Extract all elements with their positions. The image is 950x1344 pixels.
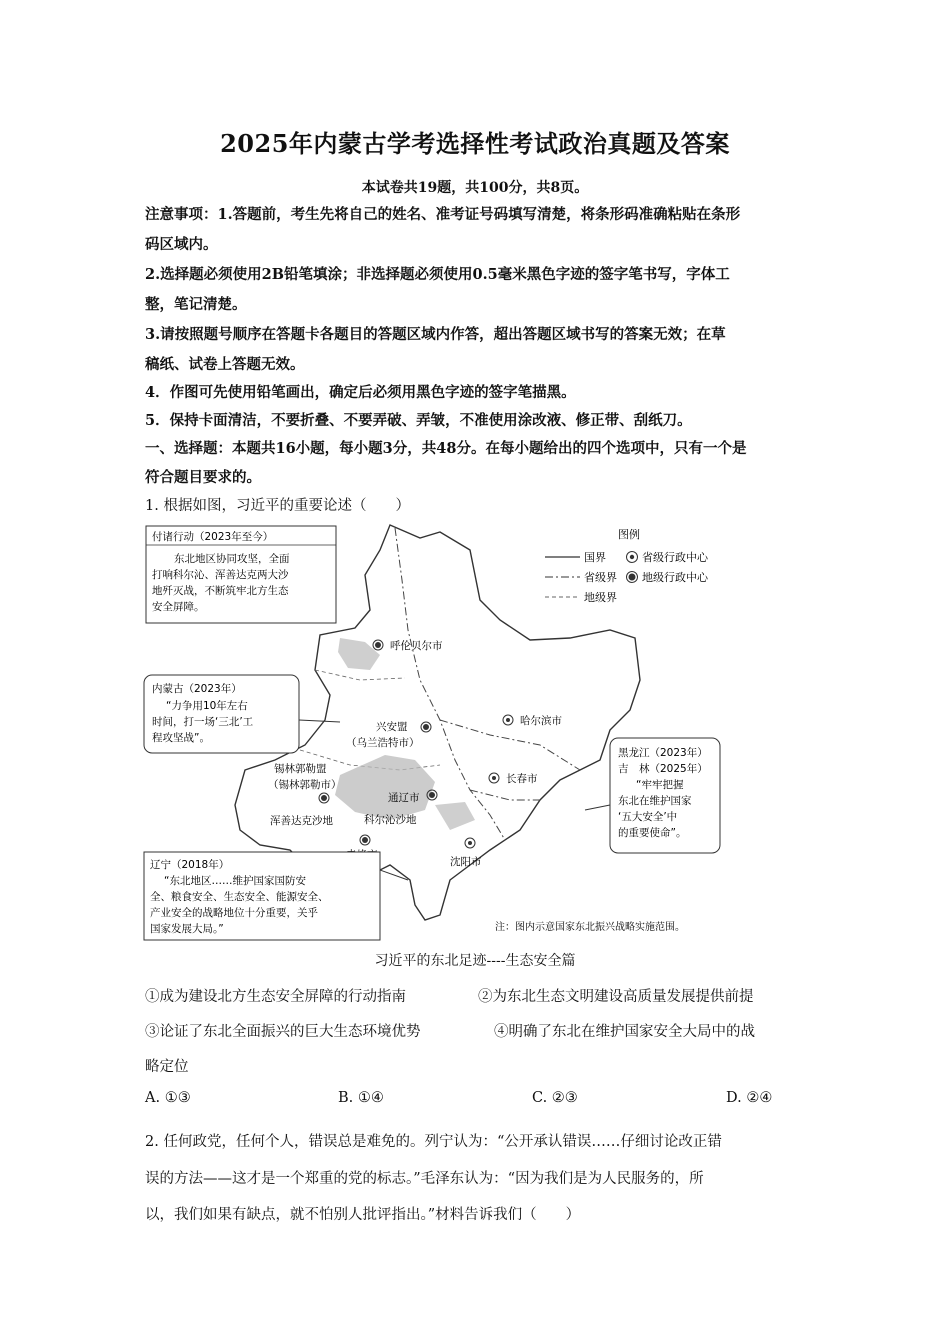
legend-prefecture-border: 地级界: [584, 591, 617, 604]
statement-item: ②为东北生态文明建设高质量发展提供前提: [478, 989, 754, 1005]
question-2-line: 以，我们如果有缺点，就不怕别人批评指出。”材料告诉我们（ ）: [145, 1207, 581, 1223]
box-hlj-line: 的重要使命”。: [618, 827, 687, 839]
choice-b: B. ①④: [338, 1090, 384, 1106]
box-action-heading: 付诸行动（2023年至今）: [152, 531, 274, 543]
box-ln-line: 产业安全的战略地位十分重要，关乎: [150, 907, 318, 919]
box-action-line: 打响科尔沁、浑善达克两大沙: [152, 569, 289, 581]
statement-item: ③论证了东北全面振兴的巨大生态环境优势: [145, 1024, 421, 1040]
statement-item: 略定位: [145, 1059, 189, 1075]
question-2-line: 误的方法——这才是一个郑重的党的标志。”毛泽东认为：“因为我们是为人民服务的，所: [145, 1171, 704, 1187]
map-note: 注：图内示意国家东北振兴战略实施范围。: [495, 922, 685, 933]
legend-provincial-center: 省级行政中心: [642, 551, 708, 564]
prefecture-border: [315, 670, 405, 680]
city-label-xinganmeng: 兴安盟: [376, 721, 408, 733]
provincial-border: [440, 720, 580, 770]
city-label-shenyang: 沈阳市: [450, 856, 482, 868]
box-ln-line: 国家发展大局。”: [150, 923, 224, 935]
notice-line: 稿纸、试卷上答题无效。: [145, 356, 305, 373]
choice-d: D. ②④: [726, 1090, 773, 1106]
box-hlj-line: 黑龙江（2023年）: [618, 747, 708, 759]
box-nmg-line: 程攻坚战”。: [152, 732, 210, 744]
city-label-xilinguole: 锡林郭勒盟: [274, 763, 327, 775]
box-hlj-line: 吉 林（2025年）: [618, 763, 708, 775]
notice-line: 4．作图可先使用铅笔画出，确定后必须用黑色字迹的签字笔描黑。: [145, 384, 576, 401]
desert-label-horqin: 科尔沁沙地: [364, 814, 417, 826]
map-caption: 习近平的东北足迹----生态安全篇: [374, 953, 576, 969]
notice-line: 3.请按照题号顺序在答题卡各题目的答题区域内作答，超出答题区域书写的答案无效；在草: [145, 326, 726, 343]
city-label-harbin: 哈尔滨市: [520, 715, 562, 727]
notice-line: 注意事项：1.答题前，考生先将自己的姓名、准考证号码填写清楚，将条形码准确粘贴在条形: [145, 206, 741, 223]
city-label-changchun: 长春市: [506, 773, 538, 785]
statement-item: ④明确了东北在维护国家安全大局中的战: [494, 1024, 755, 1040]
question-1-stem: 1. 根据如图，习近平的重要论述（ ）: [145, 498, 410, 514]
legend-provincial-border: 省级界: [584, 571, 617, 584]
provincial-border: [470, 790, 540, 800]
notice-line: 整，笔记清楚。: [145, 296, 247, 313]
box-nmg-line: 内蒙古（2023年）: [152, 683, 242, 695]
notice-line: 码区域内。: [145, 236, 218, 253]
section-heading: 一、选择题：本题共16小题，每小题3分，共48分。在每小题给出的四个选项中，只有一个是: [145, 440, 747, 457]
box-hlj-line: 东北在维护国家: [618, 795, 692, 807]
notice-line: 2.选择题必须使用2B铅笔填涂；非选择题必须使用0.5毫米黑色字迹的签字笔书写，字体工: [145, 266, 730, 283]
legend-title: 图例: [618, 528, 640, 541]
northeast-map-figure: [140, 520, 820, 945]
choice-a: A. ①③: [145, 1090, 191, 1106]
box-nmg-line: “力争用10年左右: [166, 700, 248, 712]
city-label-ulanhot: （乌兰浩特市）: [346, 737, 420, 749]
desert-label-hunshandake: 浑善达克沙地: [270, 815, 333, 827]
question-2-line: 2. 任何政党，任何个人，错误总是难免的。列宁认为：“公开承认错误……仔细讨论改正错: [145, 1134, 722, 1150]
desert-area-shading: [435, 802, 475, 830]
city-label-xilinhot: （锡林郭勒市）: [268, 779, 342, 791]
box-hlj-line: ‘五大安全’中: [618, 811, 678, 823]
page-title: 2025年内蒙古学考选择性考试政治真题及答案: [220, 129, 730, 158]
box-action-line: 安全屏障。: [152, 601, 205, 613]
northeast-map: [140, 520, 820, 945]
choice-c: C. ②③: [532, 1090, 578, 1106]
notice-line: 5．保持卡面清洁，不要折叠、不要弄破、弄皱，不准使用涂改液、修正带、刮纸刀。: [145, 412, 692, 429]
legend-national-border: 国界: [584, 551, 606, 564]
box-ln-line: 全、粮食安全、生态安全、能源安全、: [150, 891, 329, 903]
box-nmg-line: 时间，打一场‘三北’工: [152, 716, 254, 728]
box-ln-line: 辽宁（2018年）: [150, 859, 230, 871]
box-action-line: 地歼灭战，不断筑牢北方生态: [152, 585, 289, 597]
box-ln-line: “东北地区……维护国家国防安: [164, 875, 306, 887]
city-label-tongliao: 通辽市: [388, 792, 420, 804]
city-label-hulunbuir: 呼伦贝尔市: [390, 640, 443, 652]
legend-prefecture-center: 地级行政中心: [642, 571, 708, 584]
box-hlj-line: “牢牢把握: [636, 779, 684, 791]
section-heading: 符合题目要求的。: [145, 469, 261, 486]
exam-subtitle: 本试卷共19题，共100分，共8页。: [361, 180, 589, 196]
statement-item: ①成为建设北方生态安全屏障的行动指南: [145, 989, 406, 1005]
box-action-line: 东北地区协同攻坚，全面: [174, 553, 290, 565]
